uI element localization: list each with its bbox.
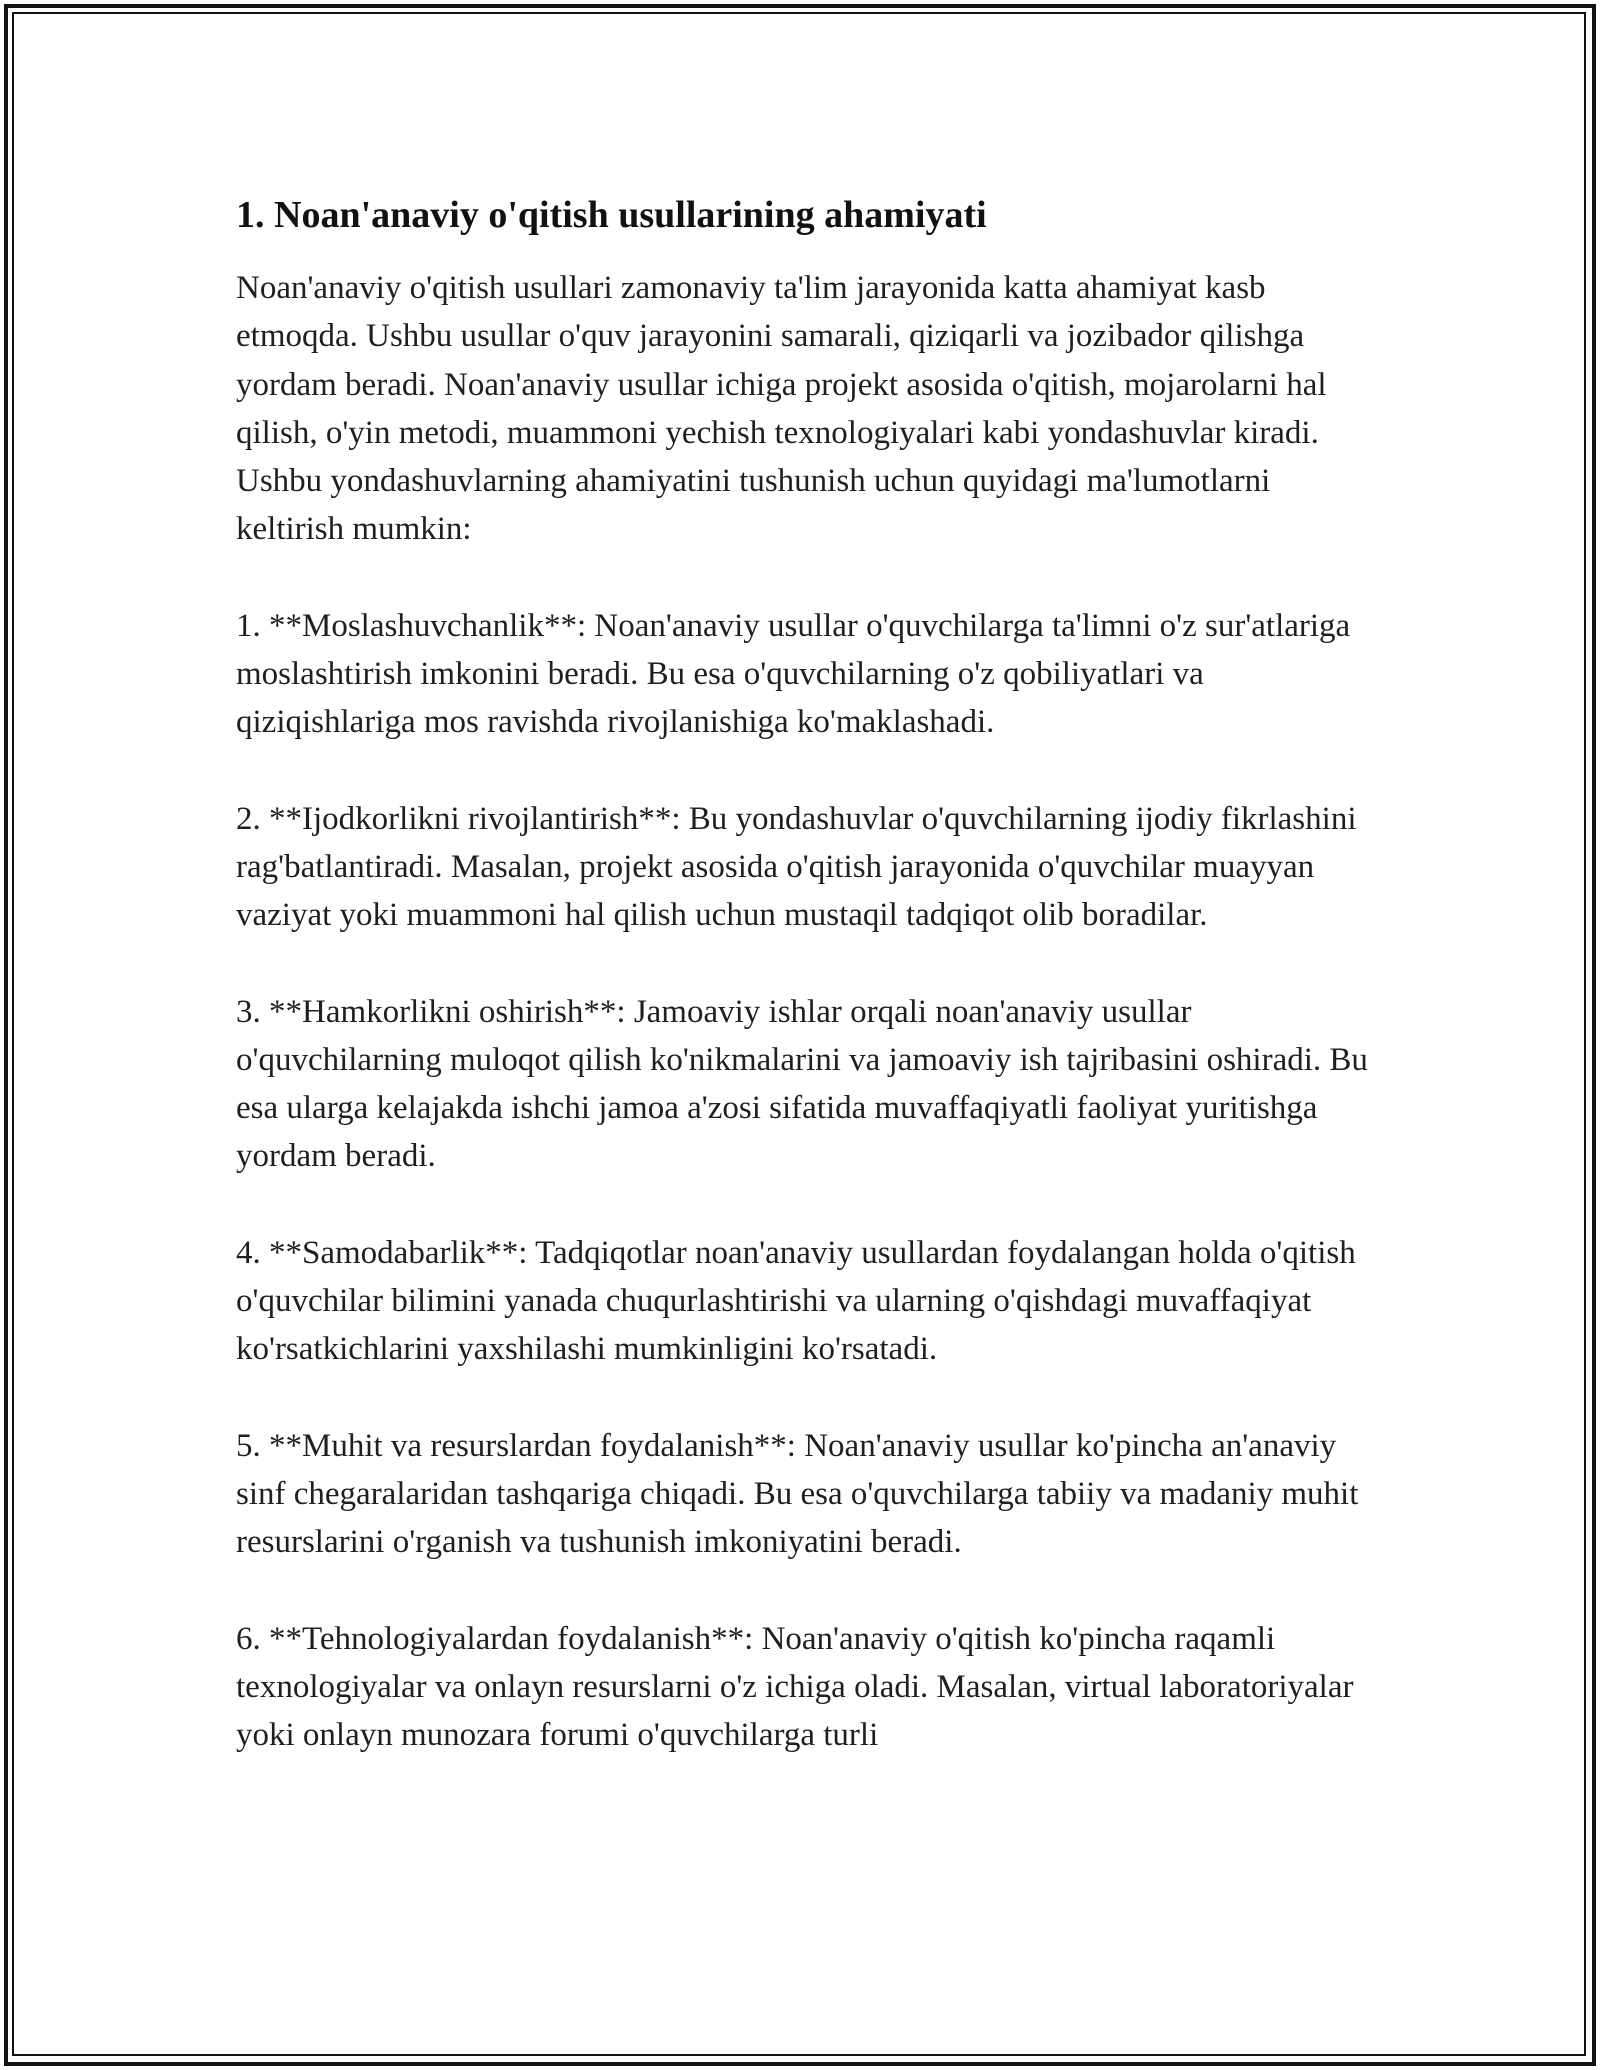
section-heading: 1. Noan'anaviy o'qitish usullarining ahamiyati	[236, 194, 987, 236]
list-item-effectiveness: 4. **Samodabarlik**: Tadqiqotlar noan'anaviy usullardan foydalangan holda o'qitish o'quvchilar bilimini yanada chuqurlashtirishi va ularning o'qishdagi muvaffaqiyat ko'rsatkichlarini yaxshilashi mumkinligini ko'rsatadi.	[236, 1234, 1356, 1368]
list-item-creativity: 2. **Ijodkorlikni rivojlantirish**: Bu yondashuvlar o'quvchilarning ijodiy fikrlashini rag'batlantiradi. Masalan, projekt asosida o'qitish jarayonida o'quvchilar muayyan vaziyat yoki muammoni hal qilish uchun mustaqil tadqiqot olib boradilar.	[236, 800, 1357, 934]
document-body	[236, 188, 1376, 1759]
list-item-technology: 6. **Tehnologiyalardan foydalanish**: Noan'anaviy o'qitish ko'pincha raqamli texnologiyalar va onlayn resurslarni o'z ichiga oladi. Masalan, virtual laboratoriyalar yoki onlayn munozara forumi o'quvchilarga turli	[236, 1620, 1354, 1754]
intro-paragraph: Noan'anaviy o'qitish usullari zamonaviy ta'lim jarayonida katta ahamiyat kasb etmoqda. Ushbu usullar o'quv jarayonini samarali, qiziqarli va jozibador qilishga yordam beradi. Noan'anaviy usullar ichiga projekt asosida o'qitish, mojarolarni hal qilish, o'yin metodi, muammoni yechish texnologiyalari kabi yondashuvlar kiradi. Ushbu yondashuvlarning ahamiyatini tushunish uchun quyidagi ma'lumotlarni keltirish mumkin:	[236, 270, 1327, 548]
list-item-collaboration: 3. **Hamkorlikni oshirish**: Jamoaviy ishlar orqali noan'anaviy usullar o'quvchilarning muloqot qilish ko'nikmalarini va jamoaviy ish tajribasini oshiradi. Bu esa ularga kelajakda ishchi jamoa a'zosi sifatida muvaffaqiyatli faoliyat yuritishga yordam beradi.	[236, 993, 1368, 1175]
list-item-environment-resources: 5. **Muhit va resurslardan foydalanish**: Noan'anaviy usullar ko'pincha an'anaviy sinf chegaralaridan tashqariga chiqadi. Bu esa o'quvchilarga tabiiy va madaniy muhit resurslarini o'rganish va tushunish imkoniyatini beradi.	[236, 1427, 1359, 1561]
list-item-flexibility: 1. **Moslashuvchanlik**: Noan'anaviy usullar o'quvchilarga ta'limni o'z sur'atlariga moslashtirish imkonini beradi. Bu esa o'quvchilarning o'z qobiliyatlari va qiziqishlariga mos ravishda rivojlanishiga ko'maklashadi.	[236, 607, 1351, 741]
